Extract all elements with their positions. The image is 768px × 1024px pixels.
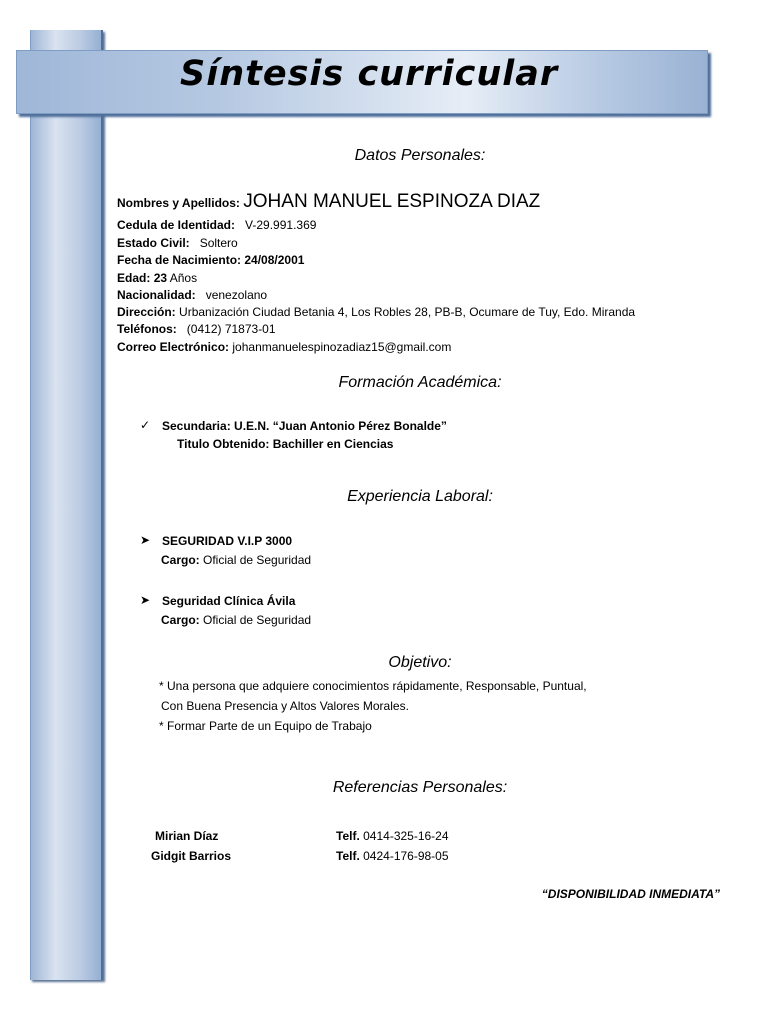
reference-phone-row <box>336 829 449 843</box>
arrow-bullet-icon: ➤ <box>140 533 151 547</box>
nationality-label: Nacionalidad: <box>117 288 196 302</box>
objective-line: Con Buena Presencia y Altos Valores Morales. <box>161 699 409 713</box>
job-role-label: Cargo: <box>161 613 200 627</box>
civil-status-value: Soltero <box>199 236 238 250</box>
personal-data-heading: Datos Personales: <box>354 147 486 164</box>
reference-phone: 0424-176-98-05 <box>363 849 449 863</box>
cedula-label: Cedula de Identidad: <box>117 218 236 232</box>
reference-phone-label: Telf. <box>336 849 360 863</box>
reference-phone-label: Telf. <box>336 829 360 843</box>
checkmark-icon: ✓ <box>140 418 151 432</box>
job-role-value: Oficial de Seguridad <box>203 553 312 567</box>
address-value: Urbanización Ciudad Betania 4, Los Robles 28, PB-B, Ocumare de Tuy, Edo. Miranda <box>179 305 636 319</box>
name-label: Nombres y Apellidos: <box>117 196 240 210</box>
age-label: Edad: <box>117 271 151 285</box>
phone-label: Teléfonos: <box>117 322 177 336</box>
age-row <box>117 271 197 285</box>
objective-heading: Objetivo: <box>388 654 452 671</box>
side-decoration-bar <box>30 30 103 980</box>
job-company: SEGURIDAD V.I.P 3000 <box>162 534 293 548</box>
email-value: johanmanuelespinozadiaz15@gmail.com <box>232 340 452 354</box>
address-label: Dirección: <box>117 305 176 319</box>
birth-date-row <box>117 253 304 267</box>
age-value: 23 <box>153 271 168 285</box>
page-title: Síntesis curricular <box>180 54 559 94</box>
objective-line: * Formar Parte de un Equipo de Trabajo <box>159 719 372 733</box>
job-role-row <box>161 613 311 627</box>
name-value: JOHAN MANUEL ESPINOZA DIAZ <box>243 191 541 212</box>
education-degree: Titulo Obtenido: Bachiller en Ciencias <box>177 437 394 451</box>
civil-status-label: Estado Civil: <box>117 236 190 250</box>
phone-row <box>117 322 276 336</box>
email-row <box>117 340 451 354</box>
references-heading: Referencias Personales: <box>332 779 508 796</box>
job-company: Seguridad Clínica Ávila <box>162 594 296 608</box>
reference-name: Mirian Díaz <box>155 829 219 843</box>
nationality-row <box>117 288 267 302</box>
job-role-row <box>161 553 311 567</box>
phone-value: (0412) 71873-01 <box>186 322 276 336</box>
email-label: Correo Electrónico: <box>117 340 230 354</box>
age-unit: Años <box>169 271 198 285</box>
experience-heading: Experiencia Laboral: <box>347 488 493 505</box>
reference-phone: 0414-325-16-24 <box>363 829 449 843</box>
job-role-label: Cargo: <box>161 553 200 567</box>
name-row <box>117 191 540 213</box>
birth-date-label: Fecha de Nacimiento: <box>117 253 242 267</box>
nationality-value: venezolano <box>205 288 268 302</box>
cedula-row <box>117 218 316 232</box>
job-role-value: Oficial de Seguridad <box>203 613 312 627</box>
education-school: Secundaria: U.E.N. “Juan Antonio Pérez Bonalde” <box>162 419 447 433</box>
civil-status-row <box>117 236 238 250</box>
arrow-bullet-icon: ➤ <box>140 593 151 607</box>
availability-note: “DISPONIBILIDAD INMEDIATA” <box>541 887 720 901</box>
reference-phone-row <box>336 849 449 863</box>
address-row <box>117 305 635 319</box>
cedula-value: V-29.991.369 <box>245 218 317 232</box>
reference-name: Gidgit Barrios <box>151 849 232 863</box>
objective-line: * Una persona que adquiere conocimientos rápidamente, Responsable, Puntual, <box>159 679 587 693</box>
education-heading: Formación Académica: <box>338 374 502 391</box>
birth-date-value: 24/08/2001 <box>244 253 305 267</box>
